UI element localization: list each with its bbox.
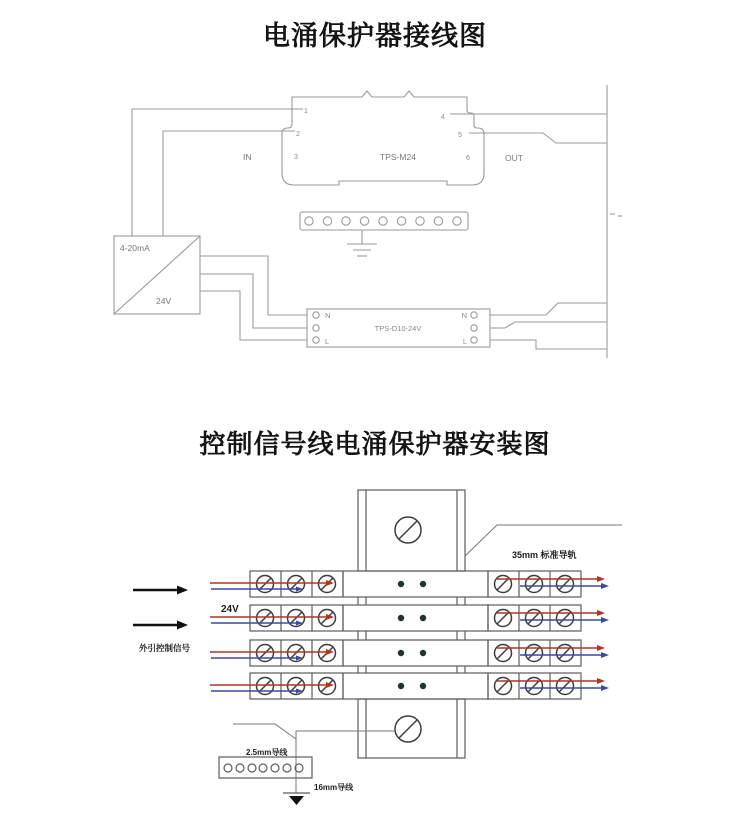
right-bus-line: [607, 85, 622, 358]
spd-power-left-n: N: [325, 311, 331, 320]
input-arrow-top: [133, 586, 188, 595]
rail-label: 35mm 标准导轨: [512, 550, 577, 560]
wiring-diagram-title: 电涌保护器接线图: [263, 21, 487, 51]
installation-diagram: [133, 490, 622, 805]
rail-screw-bottom: [395, 716, 421, 742]
spd-signal-model-label: TPS-M24: [380, 152, 416, 162]
pin-4-label: 4: [441, 114, 445, 121]
pin-2-label: 2: [296, 131, 300, 138]
signal-label: 外引控制信号: [139, 643, 191, 653]
terminal-row-1: [210, 571, 609, 597]
input-arrow-bottom: [133, 621, 188, 630]
power-label: 24V: [221, 604, 239, 615]
transmitter-signal-label: 4-20mA: [120, 243, 150, 253]
spd-power-left-l: L: [325, 337, 330, 346]
earth-symbol: [347, 230, 377, 256]
ground-terminal-strip: [219, 757, 312, 778]
power-wires-right: [490, 303, 607, 349]
spd-power-model-label: TPS-D10-24V: [374, 324, 422, 333]
din-rail-top: [358, 490, 465, 571]
terminal-row-2: [210, 605, 609, 631]
pin-3-label: 3: [294, 154, 298, 161]
spd-power-right-l: L: [462, 337, 467, 346]
din-rail-bottom: [358, 699, 465, 758]
terminal-row-4: [210, 673, 609, 699]
transmitter-box: [114, 236, 200, 314]
wire-ground-label: 16mm导线: [314, 783, 354, 792]
installation-diagram-title: 控制信号线电涌保护器安装图: [199, 429, 551, 459]
pin-5-label: 5: [458, 132, 462, 139]
transmitter-power-label: 24V: [156, 296, 172, 306]
spd-power-module: [307, 309, 490, 347]
ground-annotation: [233, 724, 395, 805]
din-rail-stubs: [358, 597, 465, 673]
spd-power-right-n: N: [461, 311, 467, 320]
wiring-diagram: [114, 85, 622, 358]
terminal-row-3: [210, 640, 609, 666]
in-label: IN: [243, 152, 252, 162]
ground-bar: [300, 212, 468, 230]
rail-screw-top: [395, 517, 421, 543]
out-label: OUT: [505, 153, 523, 163]
pin-1-label: 1: [304, 108, 308, 115]
power-wires-left: [200, 256, 307, 340]
pin-6-label: 6: [466, 155, 470, 162]
signal-wires: [132, 109, 607, 236]
spd-signal-module: [243, 91, 523, 185]
wire-small-label: 2.5mm导线: [246, 748, 288, 757]
